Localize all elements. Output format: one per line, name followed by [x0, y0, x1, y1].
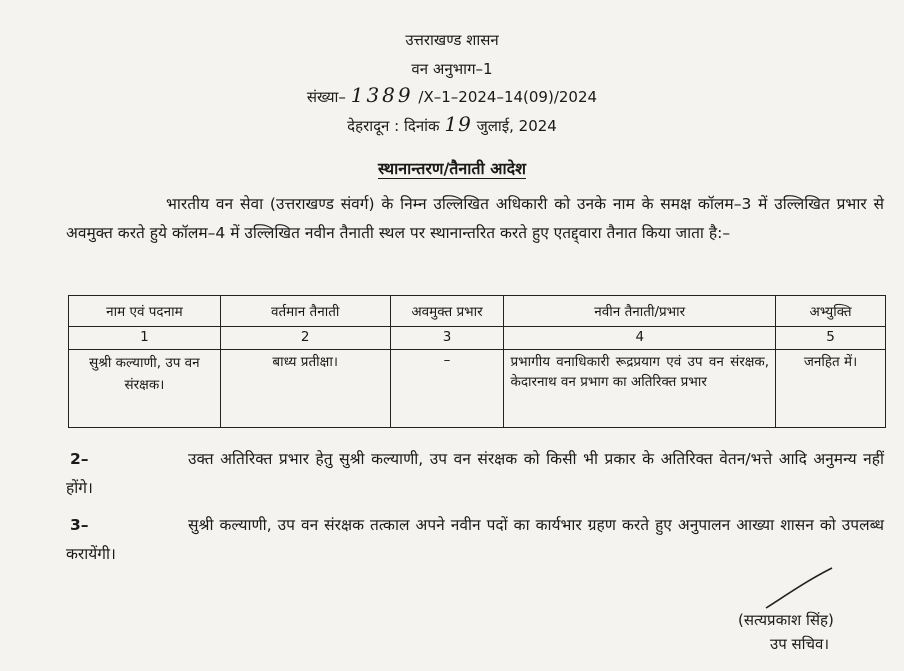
cell-relieved-charge: – [390, 350, 504, 428]
para3-text: सुश्री कल्याणी, उप वन संरक्षक तत्काल अपने नवीन पदों का कार्यभार ग्रहण करते हुए अनुपालन आख्या शासन को उपलब्ध करायेंगी। [66, 516, 884, 563]
header-remarks: अभ्युक्ति [776, 296, 886, 327]
cell-remarks: जनहित में। [776, 350, 886, 428]
section-heading: वन अनुभाग–1 [411, 60, 493, 78]
para2-text: उक्त अतिरिक्त प्रभार हेतु सुश्री कल्याणी, उप वन संरक्षक को किसी भी प्रकार के अतिरिक्त वेतन/भत्ते आदि अनुमन्य नहीं होंगे। [66, 450, 884, 497]
header-new-posting: नवीन तैनाती/प्रभार [504, 296, 776, 327]
intro-paragraph: भारतीय वन सेवा (उत्तराखण्ड संवर्ग) के निम्न उल्लिखित अधिकारी को उनके नाम के समक्ष कॉलम–3 में उल्लिखित प्रभार से अवमुक्त करते हुये कॉलम–4 में उल्लिखित नवीन तैनाती स्थल पर स्थानान्तरित करते हुए एतद्द्वारा तैनात किया जाता है:– [66, 195, 884, 242]
date-line [0, 112, 904, 136]
signatory-name: (सत्यप्रकाश सिंह) [738, 611, 834, 629]
column-number: 5 [776, 327, 886, 350]
signature-scribble [760, 564, 840, 614]
cell-new-posting: प्रभागीय वनाधिकारी रूद्रप्रयाग एवं उप वन संरक्षक, केदारनाथ वन प्रभाग का अतिरिक्त प्रभार [504, 350, 776, 428]
government-heading: उत्तराखण्ड शासन [405, 31, 499, 49]
date-prefix: देहरादून : दिनांक [347, 117, 440, 135]
signatory-designation: उप सचिव। [770, 635, 830, 653]
column-number: 4 [504, 327, 776, 350]
handwritten-date: 19 [444, 112, 472, 136]
header-current-posting: वर्तमान तैनाती [220, 296, 390, 327]
column-number: 3 [390, 327, 504, 350]
table-header-row [69, 296, 886, 327]
header-name: नाम एवं पदनाम [69, 296, 221, 327]
table-row [69, 350, 886, 428]
handwritten-order-number: 1389 [350, 83, 414, 107]
para2-number: 2– [70, 450, 89, 468]
order-number-suffix: /X–1–2024–14(09)/2024 [418, 88, 598, 106]
posting-table [68, 295, 886, 428]
order-title: स्थानान्तरण/तैनाती आदेश [377, 159, 526, 178]
cell-current-posting: बाध्य प्रतीक्षा। [220, 350, 390, 428]
header-relieved-charge: अवमुक्त प्रभार [390, 296, 504, 327]
para3-number: 3– [70, 516, 89, 534]
column-number: 1 [69, 327, 221, 350]
column-number: 2 [220, 327, 390, 350]
date-suffix: जुलाई, 2024 [476, 117, 557, 135]
order-number-line [0, 83, 904, 107]
cell-name: सुश्री कल्याणी, उप वन संरक्षक। [69, 350, 221, 428]
order-number-label: संख्या– [306, 88, 346, 106]
column-number-row [69, 327, 886, 350]
